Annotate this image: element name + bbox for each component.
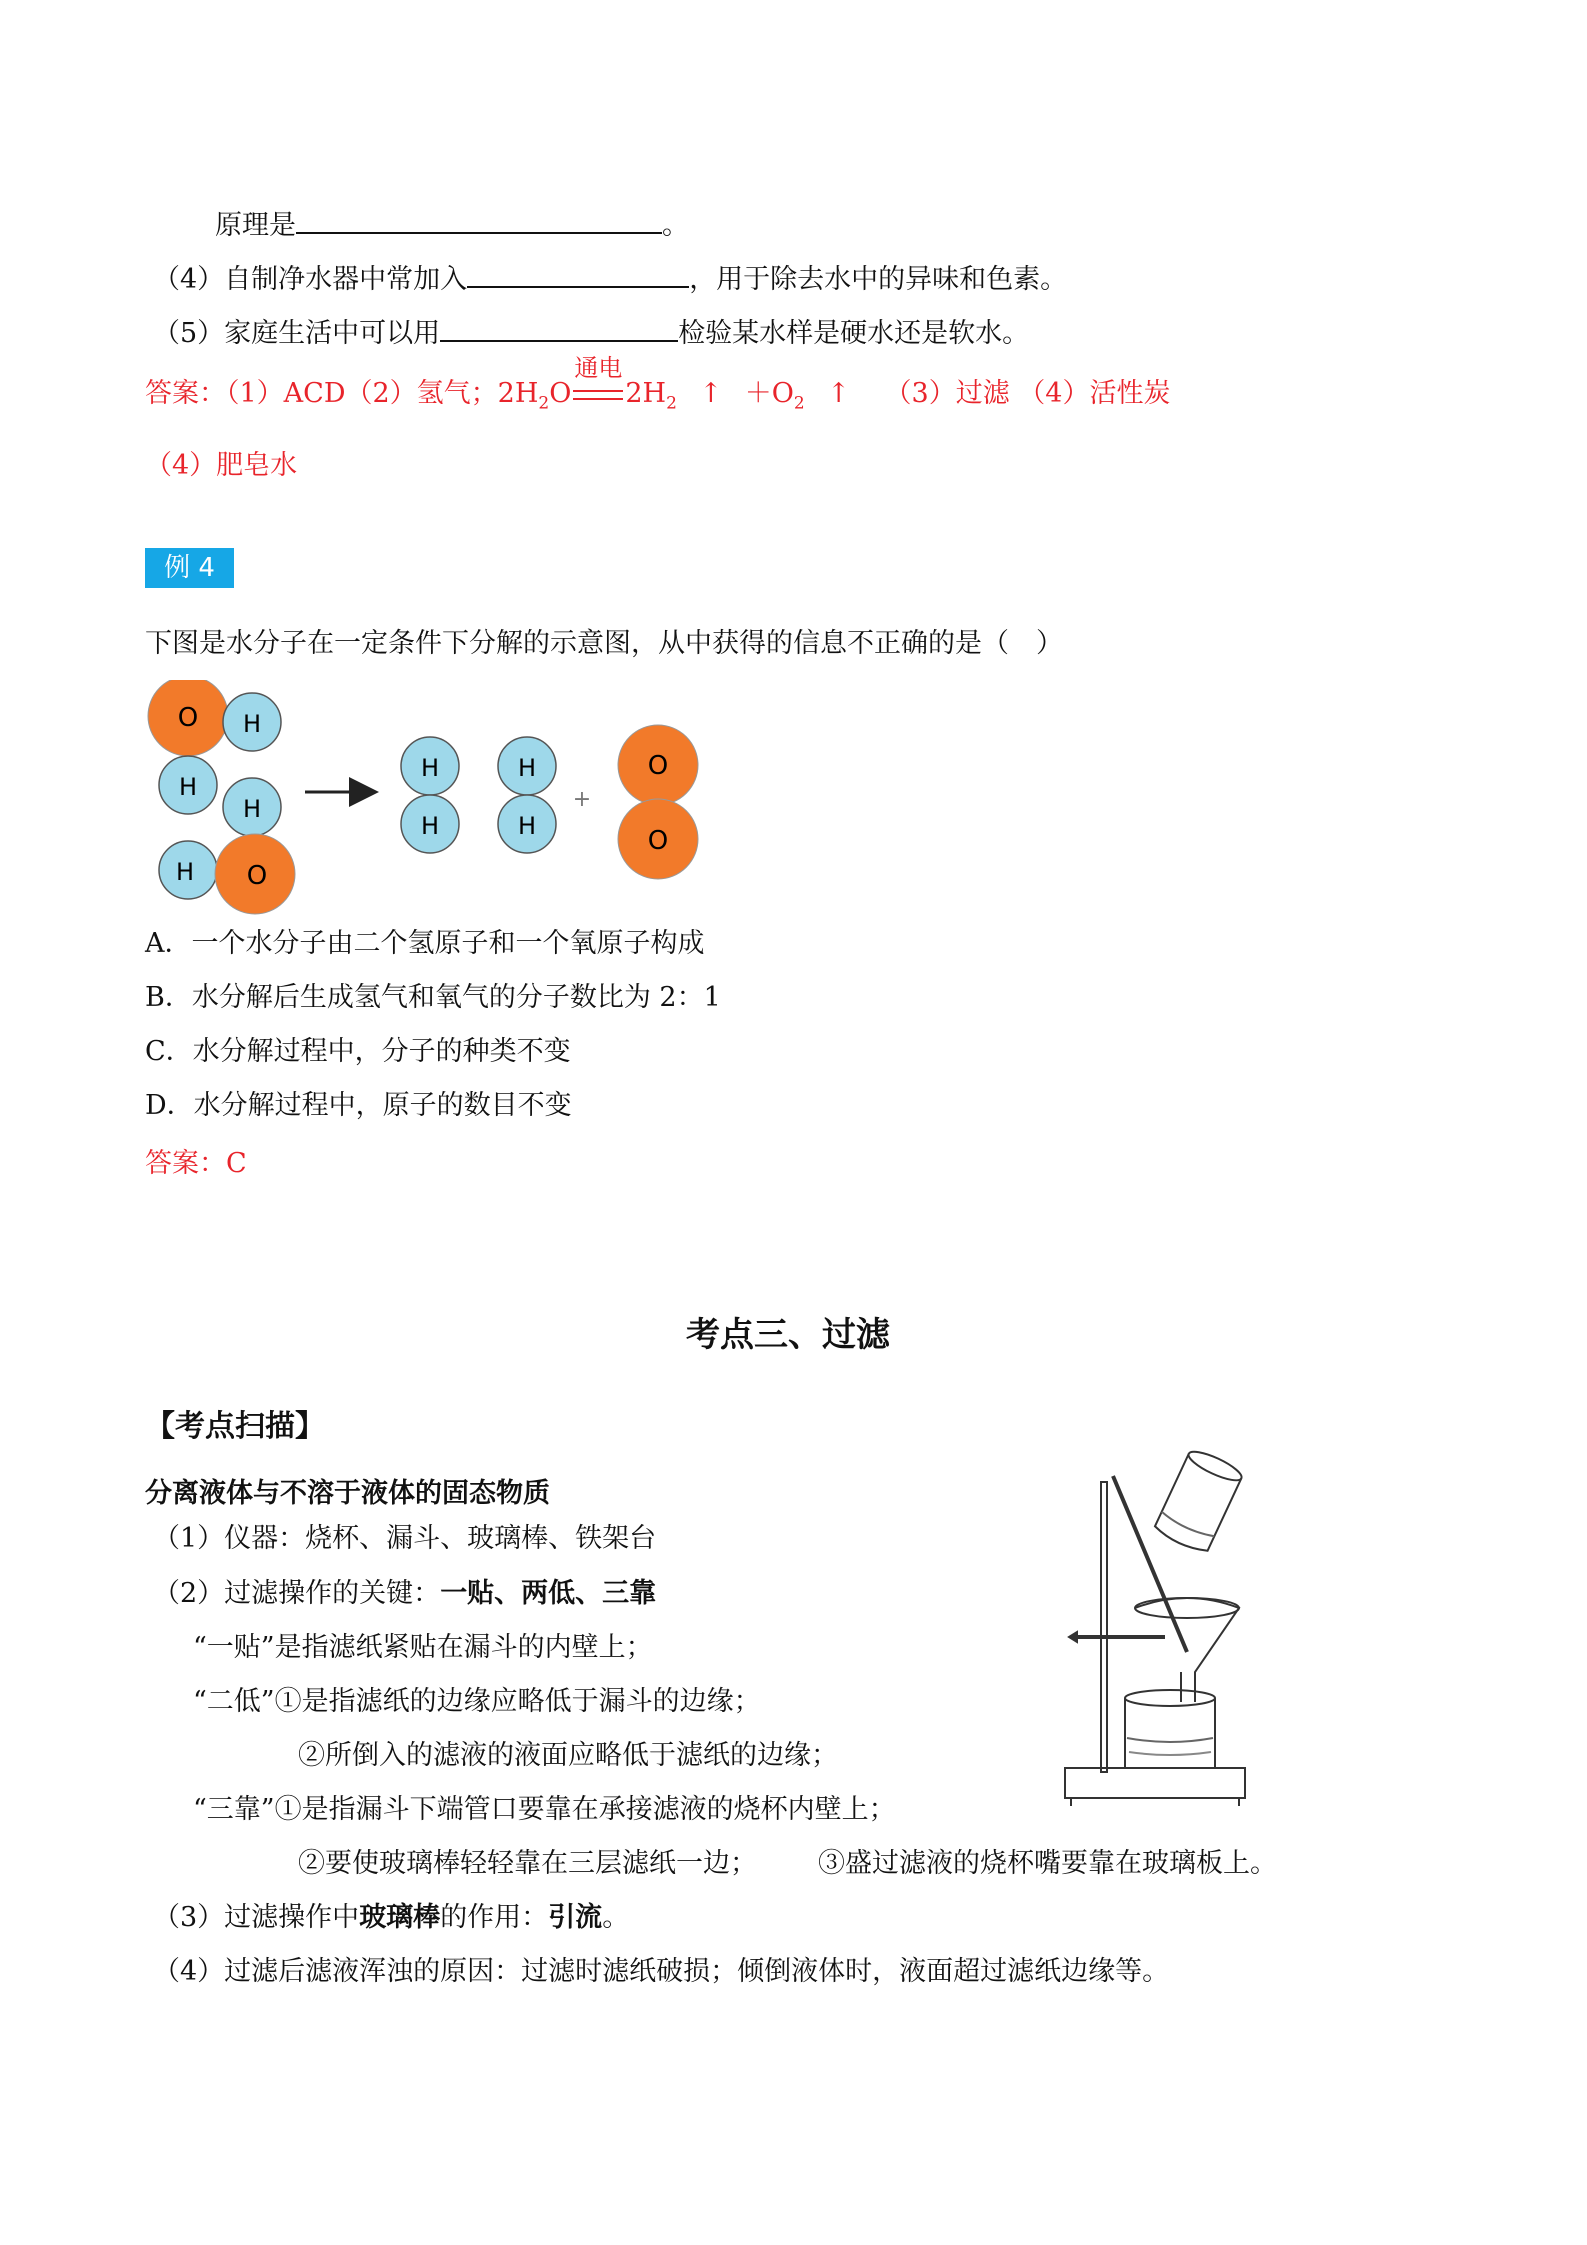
example-badge: 例 4: [145, 548, 234, 588]
item-1: （1）仪器：烧杯、漏斗、玻璃棒、铁架台: [153, 1523, 657, 1554]
q4-blank: [467, 260, 689, 288]
q5-blank: [440, 314, 678, 342]
filtrate-level: [1129, 1752, 1211, 1755]
answer1-product-h: 2H: [625, 378, 667, 409]
pouring-beaker: [1153, 1447, 1245, 1556]
atom-label-h: H: [242, 795, 262, 823]
answer1-sub-b: 2: [666, 393, 677, 414]
reaction-condition: [573, 354, 623, 407]
atom-label-h: H: [178, 773, 198, 801]
answer1-o: O: [549, 378, 572, 409]
q3-tail-text: 原理是: [215, 210, 296, 241]
item-4: “二低”①是指滤纸的边缘应略低于漏斗的边缘；: [193, 1686, 761, 1717]
glass-rod: [1113, 1476, 1187, 1652]
item-9: （4）过滤后滤液浑浊的原因：过滤时滤纸破损；倾倒液体时，液面超过滤纸边缘等。: [153, 1956, 1170, 1987]
scan-heading: 【考点扫描】: [145, 1409, 325, 1444]
atom-label-h: H: [420, 812, 440, 840]
q4-prefix: （4）自制净水器中常加入: [153, 264, 468, 295]
receiving-beaker: [1125, 1698, 1215, 1768]
atom-label-o: O: [177, 703, 199, 733]
item-8-end: 。: [602, 1902, 630, 1933]
q4-line: [153, 260, 1067, 293]
item-5: ②所倒入的滤液的液面应略低于滤纸的边缘；: [298, 1740, 838, 1771]
atom-label-h: H: [242, 710, 262, 738]
item-8-mid: 的作用：: [440, 1902, 549, 1933]
option-c: C．水分解过程中，分子的种类不变: [145, 1036, 571, 1067]
funnel-rim: [1135, 1598, 1239, 1618]
atom-label-h: H: [175, 858, 195, 886]
up-arrow-icon-2: ↑: [827, 378, 850, 409]
item-8-prefix: （3）过滤操作中: [153, 1902, 360, 1933]
item-2-prefix: （2）过滤操作的关键：: [153, 1578, 441, 1609]
atom-label-o: O: [647, 751, 669, 781]
answer1-sub: 2: [538, 393, 550, 414]
filtration-apparatus-image: [1055, 1440, 1275, 1820]
filtrate-surface: [1127, 1738, 1213, 1742]
condition-label: 通电: [574, 354, 623, 382]
plus-sign: +: [572, 787, 592, 812]
atom-label-o: O: [246, 861, 268, 891]
item-3: “一贴”是指滤纸紧贴在漏斗的内壁上；: [193, 1632, 653, 1663]
water-decomposition-diagram: [140, 680, 720, 920]
example-question: 下图是水分子在一定条件下分解的示意图，从中获得的信息不正确的是（ ）: [145, 628, 1063, 659]
atom-label-h: H: [420, 754, 440, 782]
answer1-tail: （3）过滤 （4）活性炭: [884, 378, 1171, 409]
clamp-screw: [1069, 1632, 1077, 1642]
equal-bars: [573, 390, 623, 400]
item-2-bold: 一贴、两低、三靠: [440, 1578, 657, 1609]
stand-rod: [1101, 1482, 1107, 1772]
q5-suffix: 检验某水样是硬水还是软水。: [678, 318, 1030, 349]
stand-base: [1065, 1768, 1245, 1798]
item-2: [153, 1580, 656, 1607]
q4-suffix: ，用于除去水中的异味和色素。: [689, 264, 1068, 295]
example-answer: 答案：C: [145, 1148, 247, 1179]
item-8-bold-1: 玻璃棒: [359, 1902, 441, 1933]
option-a: A．一个水分子由二个氢原子和一个氧原子构成: [145, 928, 705, 959]
receiving-beaker-rim: [1125, 1690, 1215, 1706]
q3-tail-end: 。: [662, 210, 689, 241]
item-7b: ③盛过滤液的烧杯嘴要靠在玻璃板上。: [818, 1848, 1277, 1879]
section-intro: 分离液体与不溶于液体的固态物质: [145, 1478, 550, 1509]
q5-prefix: （5）家庭生活中可以用: [153, 318, 441, 349]
atom-label-h: H: [517, 812, 537, 840]
atom-label-o: O: [647, 826, 669, 856]
answer-line-2: （4）肥皂水: [145, 450, 298, 481]
atom-label-h: H: [517, 754, 537, 782]
item-8-bold-2: 引流: [548, 1902, 603, 1933]
answer1-label: 答案：（1）ACD（2）氢气；2H: [145, 378, 539, 409]
q5-line: [153, 314, 1029, 347]
item-7a: ②要使玻璃棒轻轻靠在三层滤纸一边；: [298, 1848, 757, 1879]
option-d: D．水分解过程中，原子的数目不变: [145, 1090, 572, 1121]
section-title: 考点三、过滤: [686, 1315, 890, 1355]
answer-line-1: [145, 354, 1171, 414]
item-8: [153, 1904, 629, 1931]
answer1-plus-o: ＋O: [744, 378, 794, 409]
up-arrow-icon: ↑: [699, 378, 723, 409]
q3-tail-line: [215, 206, 689, 239]
item-6: “三靠”①是指漏斗下端管口要靠在承接滤液的烧杯内壁上；: [193, 1794, 896, 1825]
q3-blank: [296, 206, 662, 234]
option-b: B．水分解后生成氢气和氧气的分子数比为 2：1: [145, 982, 721, 1013]
answer1-sub-c: 2: [793, 393, 805, 414]
